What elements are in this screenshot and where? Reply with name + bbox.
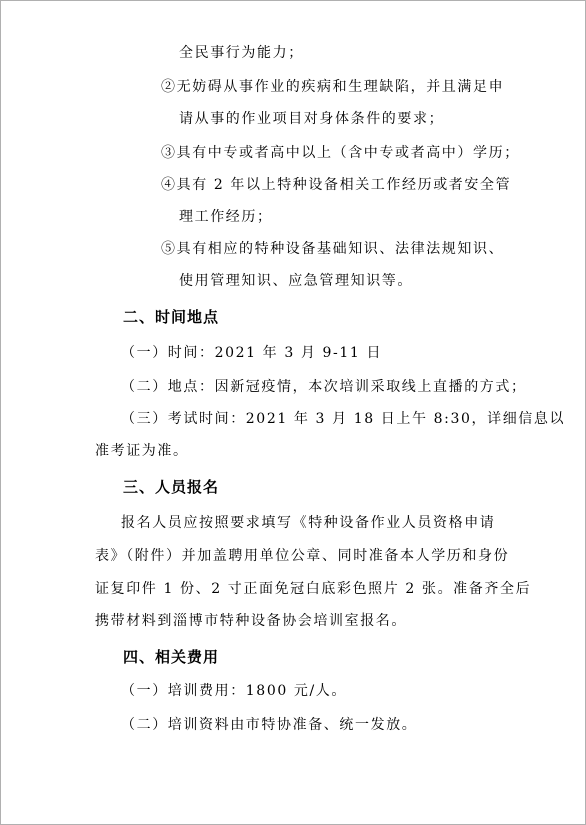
time-item: （一）时间：2021 年 3 月 9-11 日 [121,345,383,361]
exam-time-line2: 准考证为准。 [95,443,189,459]
requirement-item2-line1: ②无妨碍从事作业的疾病和生理缺陷，并且满足申 [161,79,505,95]
registration-para-line1: 报名人员应按照要求填写《特种设备作业人员资格申请 [121,515,496,531]
requirement-item3: ③具有中专或者高中以上（含中专或者高中）学历； [161,145,520,161]
registration-para-line2: 表》（附件）并加盖聘用单位公章、同时准备本人学历和身份 [95,548,510,564]
section-heading-registration: 三、人员报名 [123,478,220,496]
requirement-item5-line1: ⑤具有相应的特种设备基础知识、法律法规知识、 [161,241,505,257]
requirement-item1-tail: 全民事行为能力； [179,45,304,61]
requirement-item4-line1: ④具有 2 年以上特种设备相关工作经历或者安全管 [161,177,512,193]
exam-time-line1: （三）考试时间：2021 年 3 月 18 日上午 8:30，详细信息以 [121,411,566,427]
registration-para-line4: 携带材料到淄博市特种设备协会培训室报名。 [95,613,407,629]
fee-item: （一）培训费用：1800 元/人。 [121,683,347,699]
requirement-item4-line2: 理工作经历； [179,209,273,225]
place-item: （二）地点：因新冠疫情，本次培训采取线上直播的方式； [121,379,527,395]
section-heading-fees: 四、相关费用 [123,648,220,666]
requirement-item2-line2: 请从事的作业项目对身体条件的要求； [179,111,445,127]
materials-item: （二）培训资料由市特协准备、统一发放。 [121,717,418,733]
section-heading-time-place: 二、时间地点 [123,308,220,326]
registration-para-line3: 证复印件 1 份、2 寸正面免冠白底彩色照片 2 张。准备齐全后 [95,581,532,597]
requirement-item5-line2: 使用管理知识、应急管理知识等。 [179,273,413,289]
